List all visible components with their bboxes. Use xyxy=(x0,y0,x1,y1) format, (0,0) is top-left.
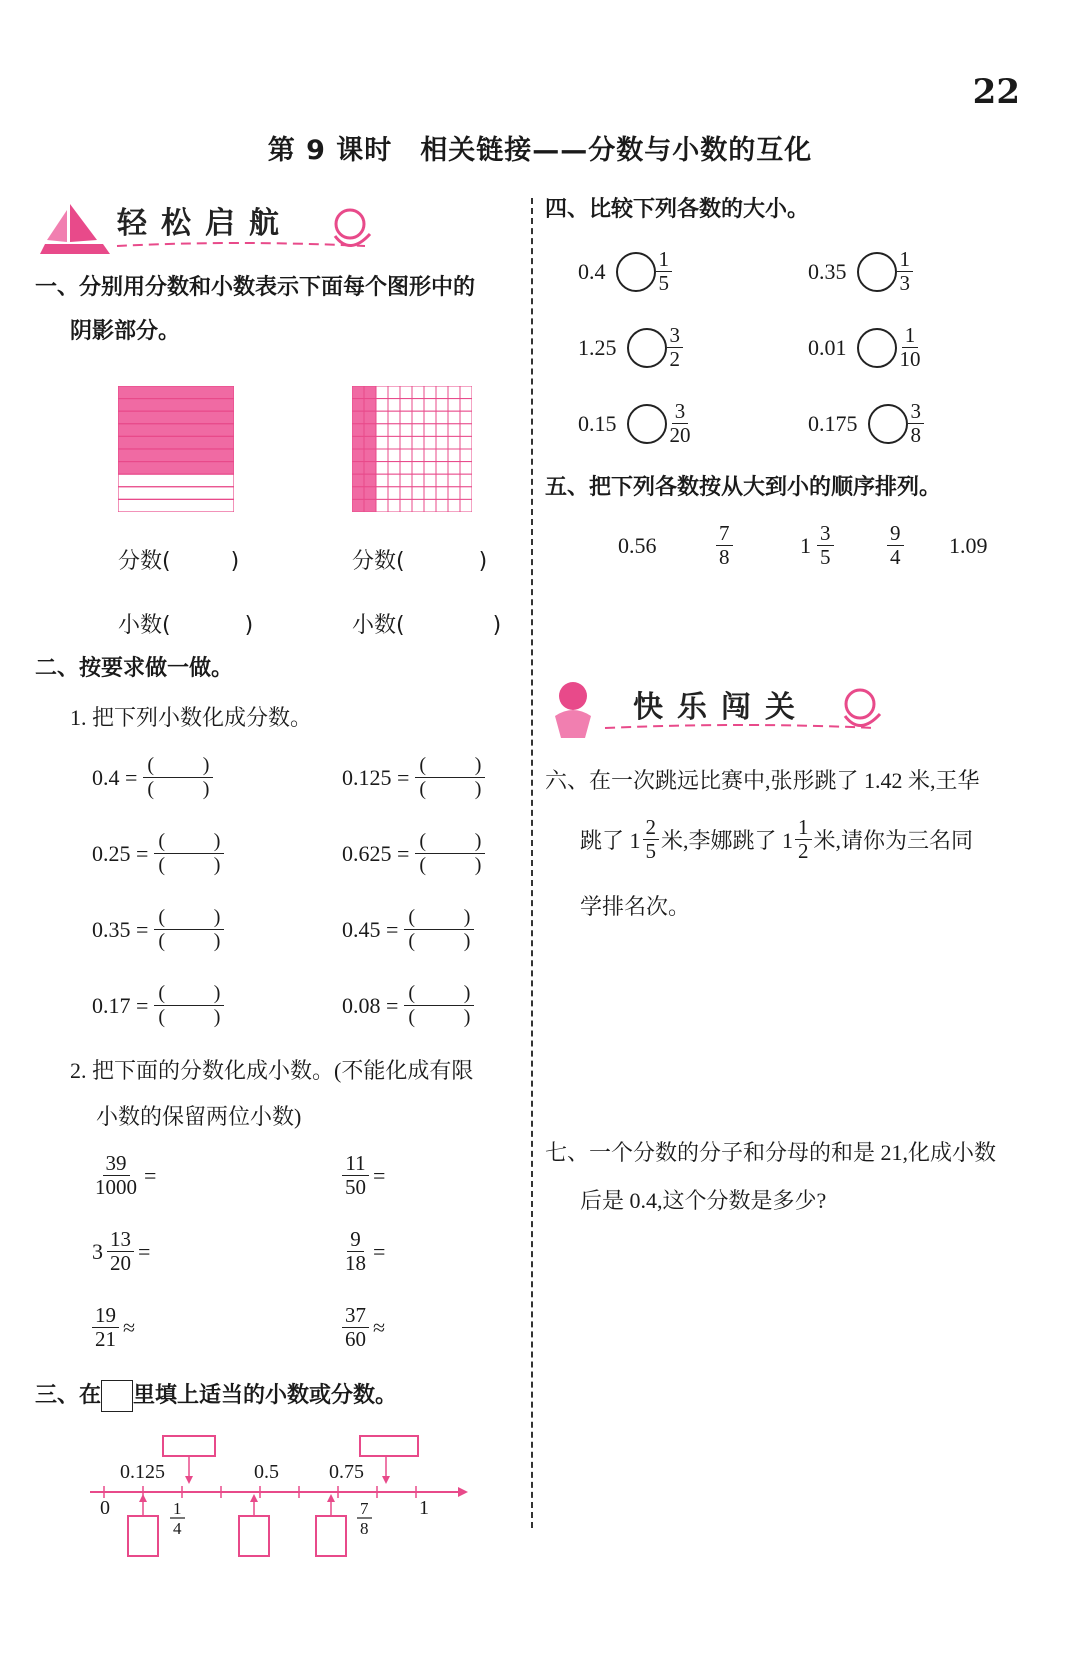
q1-heading: 一、分别用分数和小数表示下面每个图形中的 xyxy=(35,275,476,300)
grid-cell xyxy=(460,424,472,437)
q6-fraction-1: $\frac{2}{5}$ xyxy=(643,816,660,863)
grid-cell xyxy=(388,411,400,424)
grid-cell xyxy=(412,449,424,462)
blank-fraction[interactable] xyxy=(404,906,474,953)
paren-open: ( xyxy=(419,754,427,776)
shaded-cell xyxy=(364,424,376,437)
grid-cell xyxy=(424,474,436,487)
fraction: $\frac{11}{50}$ xyxy=(342,1152,369,1199)
axis-arrow-head xyxy=(458,1487,468,1497)
shaded-cell xyxy=(364,449,376,462)
compare-decimal: 0.35 xyxy=(808,258,847,284)
paren-open: ( xyxy=(147,778,155,800)
paren-close: ) xyxy=(474,778,482,800)
compare-item xyxy=(808,400,924,447)
decimal-to-fraction-item xyxy=(92,754,213,801)
compare-decimal: 0.15 xyxy=(578,410,617,436)
decimal-to-fraction-item xyxy=(92,830,224,877)
fraction-to-decimal-item xyxy=(342,1152,385,1199)
grid-cell xyxy=(436,474,448,487)
grid-cell xyxy=(412,487,424,500)
q5-decimal-1: 0.56 xyxy=(618,532,657,558)
decimal-to-fraction-item xyxy=(92,982,224,1029)
grid-cell xyxy=(448,462,460,475)
decimal-to-fraction-item xyxy=(342,906,474,953)
page-number: 22 xyxy=(972,72,1020,112)
decimal-value: 0.25 = xyxy=(92,840,149,866)
grid-cell xyxy=(400,399,412,412)
grid-cell xyxy=(460,386,472,399)
grid-cell xyxy=(412,474,424,487)
paren-open: ( xyxy=(408,982,416,1004)
answer-box-top-2[interactable] xyxy=(360,1436,418,1456)
arrow-up-1-head xyxy=(139,1494,147,1502)
grid-cell xyxy=(400,449,412,462)
operator: ≈ xyxy=(123,1314,136,1340)
fraction-label: 分数( xyxy=(352,549,405,574)
paren-close: ) xyxy=(474,754,482,776)
close-paren: ) xyxy=(478,549,488,574)
compare-circle[interactable] xyxy=(868,404,908,444)
grid-cell xyxy=(460,449,472,462)
paren-open: ( xyxy=(158,854,166,876)
grid-cell xyxy=(412,436,424,449)
shaded-strip xyxy=(118,399,234,412)
paren-close: ) xyxy=(463,1006,471,1028)
grid-cell xyxy=(460,436,472,449)
q6-fraction-2: $\frac{1}{2}$ xyxy=(795,816,812,863)
compare-fraction: $\frac{1}{10}$ xyxy=(899,323,921,372)
grid-cell xyxy=(388,462,400,475)
paren-open: ( xyxy=(158,830,166,852)
grid-cell xyxy=(424,386,436,399)
grid-cell xyxy=(424,449,436,462)
fraction: $\frac{39}{1000}$ xyxy=(95,1151,137,1200)
grid-cell xyxy=(400,487,412,500)
compare-item xyxy=(578,324,683,371)
grid-cell xyxy=(412,424,424,437)
compare-decimal: 0.01 xyxy=(808,334,847,360)
decimal-value: 0.45 = xyxy=(342,916,399,942)
grid-cell xyxy=(388,449,400,462)
q2-sub2-cont: 小数的保留两位小数) xyxy=(96,1104,302,1129)
arrow-down-1-head xyxy=(185,1476,193,1484)
paren-open: ( xyxy=(419,830,427,852)
shaded-cell xyxy=(352,487,364,500)
answer-box-bottom-1[interactable] xyxy=(128,1516,158,1556)
shaded-cell xyxy=(352,462,364,475)
q5-fraction-2: $\frac{3}{5}$ xyxy=(817,522,887,569)
compare-fraction: $\frac{3}{8}$ xyxy=(908,400,925,447)
blank-fraction[interactable] xyxy=(143,754,213,801)
grid-cell xyxy=(448,424,460,437)
grid-cell xyxy=(400,474,412,487)
tick-label-zero: 0 xyxy=(100,1497,110,1519)
compare-item xyxy=(578,400,694,447)
arrow-up-2-head xyxy=(250,1494,258,1502)
grid-cell xyxy=(400,386,412,399)
shaded-strip xyxy=(118,436,234,449)
compare-fraction: $\frac{1}{5}$ xyxy=(656,248,673,295)
compare-item xyxy=(808,248,913,295)
paren-open: ( xyxy=(158,1006,166,1028)
grid-cell xyxy=(448,474,460,487)
compare-fraction: $\frac{3}{2}$ xyxy=(667,324,684,371)
compare-circle[interactable] xyxy=(616,252,656,292)
grid-cell xyxy=(388,487,400,500)
blank-fraction[interactable] xyxy=(154,982,224,1029)
blank-fraction[interactable] xyxy=(415,830,485,877)
grid-cell xyxy=(460,462,472,475)
paren-open: ( xyxy=(147,754,155,776)
grid-cell xyxy=(376,424,388,437)
fraction-to-decimal-item xyxy=(92,1152,156,1199)
grid-cell xyxy=(436,462,448,475)
answer-box-top-1[interactable] xyxy=(163,1436,215,1456)
compare-decimal: 0.175 xyxy=(808,410,858,436)
q6-part1: 跳了 1 xyxy=(580,828,641,854)
compare-circle[interactable] xyxy=(857,328,897,368)
compare-item xyxy=(808,324,924,371)
shaded-cell xyxy=(364,474,376,487)
blank-fraction[interactable] xyxy=(154,906,224,953)
grid-cell xyxy=(460,411,472,424)
fraction: $\frac{19}{21}$ xyxy=(92,1304,119,1351)
paren-close: ) xyxy=(474,854,482,876)
grid-cell xyxy=(388,474,400,487)
grid-cell xyxy=(400,424,412,437)
close-paren: ) xyxy=(244,613,254,638)
paren-close: ) xyxy=(202,778,210,800)
grid-cell xyxy=(412,499,424,512)
grid-cell xyxy=(412,462,424,475)
banner-happy-challenge xyxy=(545,676,890,746)
shaded-figure-2 xyxy=(352,386,472,512)
shaded-figure-1 xyxy=(118,386,234,512)
paren-close: ) xyxy=(213,982,221,1004)
grid-cell xyxy=(436,499,448,512)
grid-cell xyxy=(436,487,448,500)
grid-cell xyxy=(376,449,388,462)
grid-cell xyxy=(448,386,460,399)
arrow-down-2-head xyxy=(382,1476,390,1484)
answer-box-bottom-2[interactable] xyxy=(239,1516,269,1556)
blank-fraction[interactable] xyxy=(404,982,474,1029)
shaded-cell xyxy=(364,436,376,449)
decimal-to-fraction-item xyxy=(342,754,485,801)
paren-close: ) xyxy=(474,830,482,852)
grid-cell xyxy=(448,449,460,462)
compare-circle[interactable] xyxy=(857,252,897,292)
paren-close: ) xyxy=(213,1006,221,1028)
grid-cell xyxy=(400,499,412,512)
unshaded-strip xyxy=(118,499,234,512)
q5-fraction-1: $\frac{7}{8}$ xyxy=(716,522,800,569)
q6-line2 xyxy=(580,816,973,863)
column-divider xyxy=(531,198,533,1528)
mixed-whole: 3 xyxy=(92,1238,103,1264)
q6-line1: 六、在一次跳远比赛中,张彤跳了 1.42 米,王华 xyxy=(545,768,980,793)
operator: = xyxy=(373,1238,386,1264)
shaded-strip xyxy=(118,411,234,424)
shaded-cell xyxy=(352,411,364,424)
grid-cell xyxy=(376,386,388,399)
compare-decimal: 1.25 xyxy=(578,334,617,360)
quarter-denominator: 4 xyxy=(173,1519,182,1538)
tick-label-one: 1 xyxy=(419,1497,429,1519)
grid-cell xyxy=(388,499,400,512)
paren-open: ( xyxy=(408,906,416,928)
shaded-strip xyxy=(118,386,234,399)
compare-decimal: 0.4 xyxy=(578,258,606,284)
grid-cell xyxy=(436,436,448,449)
q6-line3: 学排名次。 xyxy=(580,894,691,919)
grid-cell xyxy=(460,487,472,500)
fraction: $\frac{37}{60}$ xyxy=(342,1304,369,1351)
paren-open: ( xyxy=(158,982,166,1004)
grid-cell xyxy=(376,399,388,412)
paren-close: ) xyxy=(213,830,221,852)
q3-heading-b: 里填上适当的小数或分数。 xyxy=(133,1383,398,1408)
q5-fraction-3: $\frac{9}{4}$ xyxy=(887,522,949,569)
decimal-value: 0.17 = xyxy=(92,992,149,1018)
q3-heading-a: 三、在 xyxy=(35,1383,102,1408)
shaded-cell xyxy=(352,474,364,487)
decimal-label: 小数( xyxy=(352,613,405,638)
paren-close: ) xyxy=(463,982,471,1004)
lesson-title: 第 9 课时 相关链接——分数与小数的互化 xyxy=(267,135,813,166)
compare-circle[interactable] xyxy=(627,328,667,368)
shaded-cell xyxy=(352,386,364,399)
arrow-up-3-head xyxy=(327,1494,335,1502)
seven-eighths-denominator: 8 xyxy=(360,1519,369,1538)
tick-label-05: 0.5 xyxy=(254,1461,279,1483)
shaded-cell xyxy=(364,487,376,500)
operator: = xyxy=(144,1162,157,1188)
grid-cell xyxy=(412,411,424,424)
fraction: $\frac{9}{18}$ xyxy=(345,1227,366,1276)
grid-cell xyxy=(436,399,448,412)
shaded-cell xyxy=(352,499,364,512)
grid-cell xyxy=(448,499,460,512)
fraction-label: 分数( xyxy=(118,549,171,574)
compare-circle[interactable] xyxy=(627,404,667,444)
quarter-numerator: 1 xyxy=(173,1499,182,1518)
grid-cell xyxy=(400,411,412,424)
compare-item xyxy=(578,248,672,295)
decimal-value: 0.35 = xyxy=(92,916,149,942)
decimal-to-fraction-item xyxy=(342,830,485,877)
grid-cell xyxy=(460,499,472,512)
paren-open: ( xyxy=(408,1006,416,1028)
paren-close: ) xyxy=(463,930,471,952)
decimal-label: 小数( xyxy=(118,613,171,638)
shaded-cell xyxy=(364,462,376,475)
grid-cell xyxy=(376,436,388,449)
q5-numbers xyxy=(618,522,988,569)
q2-sub2: 2. 把下面的分数化成小数。(不能化成有限 xyxy=(70,1058,474,1083)
grid-cell xyxy=(436,386,448,399)
grid-cell xyxy=(400,436,412,449)
q4-heading: 四、比较下列各数的大小。 xyxy=(545,197,810,222)
unshaded-strip xyxy=(118,487,234,500)
q7-line2: 后是 0.4,这个分数是多少? xyxy=(580,1188,827,1213)
grid-cell xyxy=(400,462,412,475)
banner-happy-challenge-text: 快乐闯关 xyxy=(633,690,809,725)
q6-part2: 米,李娜跳了 1 xyxy=(661,828,794,854)
grid-cell xyxy=(436,411,448,424)
paren-close: ) xyxy=(213,930,221,952)
tick-label-0125: 0.125 xyxy=(120,1461,165,1483)
operator: = xyxy=(373,1162,386,1188)
paren-close: ) xyxy=(213,906,221,928)
shaded-strip xyxy=(118,462,234,475)
q5-mixed-whole: 1 xyxy=(800,532,811,558)
decimal-value: 0.4 = xyxy=(92,764,138,790)
q2-sub1: 1. 把下列小数化成分数。 xyxy=(70,705,313,730)
q1-heading-cont: 阴影部分。 xyxy=(70,319,181,344)
fraction-to-decimal-item xyxy=(342,1228,385,1275)
blank-fraction[interactable] xyxy=(154,830,224,877)
decimal-value: 0.625 = xyxy=(342,840,410,866)
shaded-cell xyxy=(352,449,364,462)
operator: ≈ xyxy=(373,1314,386,1340)
grid-cell xyxy=(376,411,388,424)
grid-cell xyxy=(424,436,436,449)
seven-eighths-numerator: 7 xyxy=(360,1499,369,1518)
grid-cell xyxy=(376,462,388,475)
fraction: $\frac{13}{20}$ xyxy=(107,1228,134,1275)
grid-cell xyxy=(424,399,436,412)
grid-cell xyxy=(448,487,460,500)
shaded-cell xyxy=(352,424,364,437)
grid-cell xyxy=(448,399,460,412)
grid-cell xyxy=(376,474,388,487)
answer-decimal-2 xyxy=(352,608,501,639)
close-paren: ) xyxy=(230,549,240,574)
answer-box-bottom-3[interactable] xyxy=(316,1516,346,1556)
tick-label-075: 0.75 xyxy=(329,1461,364,1483)
paren-open: ( xyxy=(158,930,166,952)
shaded-cell xyxy=(364,386,376,399)
unshaded-strip xyxy=(118,474,234,487)
q6-part3: 米,请你为三名同 xyxy=(813,828,974,854)
shaded-cell xyxy=(352,436,364,449)
shaded-cell xyxy=(352,399,364,412)
paren-close: ) xyxy=(202,754,210,776)
banner-easy-start xyxy=(35,196,380,266)
decimal-value: 0.125 = xyxy=(342,764,410,790)
grid-cell xyxy=(376,499,388,512)
banner-easy-start-text: 轻松启航 xyxy=(117,206,293,241)
close-paren: ) xyxy=(492,613,502,638)
fraction-to-decimal-item xyxy=(342,1304,385,1351)
grid-cell xyxy=(412,386,424,399)
grid-cell xyxy=(424,499,436,512)
compare-fraction: $\frac{1}{3}$ xyxy=(897,248,914,295)
sample-box-icon xyxy=(101,1380,133,1412)
grid-cell xyxy=(436,424,448,437)
answer-decimal-1 xyxy=(118,608,253,639)
blank-fraction[interactable] xyxy=(415,754,485,801)
fraction-to-decimal-item xyxy=(92,1228,150,1275)
paren-open: ( xyxy=(419,854,427,876)
fraction-to-decimal-item xyxy=(92,1304,135,1351)
grid-cell xyxy=(460,399,472,412)
compare-fraction: $\frac{3}{20}$ xyxy=(669,399,691,448)
q7-line1: 七、一个分数的分子和分母的和是 21,化成小数 xyxy=(545,1140,997,1165)
grid-cell xyxy=(448,411,460,424)
answer-fraction-1 xyxy=(118,544,239,575)
decimal-to-fraction-item xyxy=(342,982,474,1029)
paren-open: ( xyxy=(419,778,427,800)
grid-cell xyxy=(388,436,400,449)
paren-close: ) xyxy=(213,854,221,876)
answer-fraction-2 xyxy=(352,544,487,575)
grid-cell xyxy=(424,462,436,475)
q5-heading: 五、把下列各数按从大到小的顺序排列。 xyxy=(545,475,942,500)
grid-cell xyxy=(388,399,400,412)
shaded-strip xyxy=(118,449,234,462)
q2-heading: 二、按要求做一做。 xyxy=(35,656,234,681)
grid-cell xyxy=(448,436,460,449)
shaded-cell xyxy=(364,499,376,512)
q3-heading xyxy=(35,1380,397,1412)
decimal-value: 0.08 = xyxy=(342,992,399,1018)
grid-cell xyxy=(460,474,472,487)
shaded-cell xyxy=(364,411,376,424)
operator: = xyxy=(138,1238,151,1264)
grid-cell xyxy=(388,424,400,437)
number-line xyxy=(90,1432,470,1562)
grid-cell xyxy=(388,386,400,399)
paren-close: ) xyxy=(463,906,471,928)
grid-cell xyxy=(376,487,388,500)
paren-open: ( xyxy=(408,930,416,952)
q5-decimal-2: 1.09 xyxy=(949,532,988,558)
grid-cell xyxy=(412,399,424,412)
grid-cell xyxy=(424,424,436,437)
decimal-to-fraction-item xyxy=(92,906,224,953)
shaded-strip xyxy=(118,424,234,437)
grid-cell xyxy=(424,487,436,500)
shaded-cell xyxy=(364,399,376,412)
grid-cell xyxy=(436,449,448,462)
paren-open: ( xyxy=(158,906,166,928)
grid-cell xyxy=(424,411,436,424)
